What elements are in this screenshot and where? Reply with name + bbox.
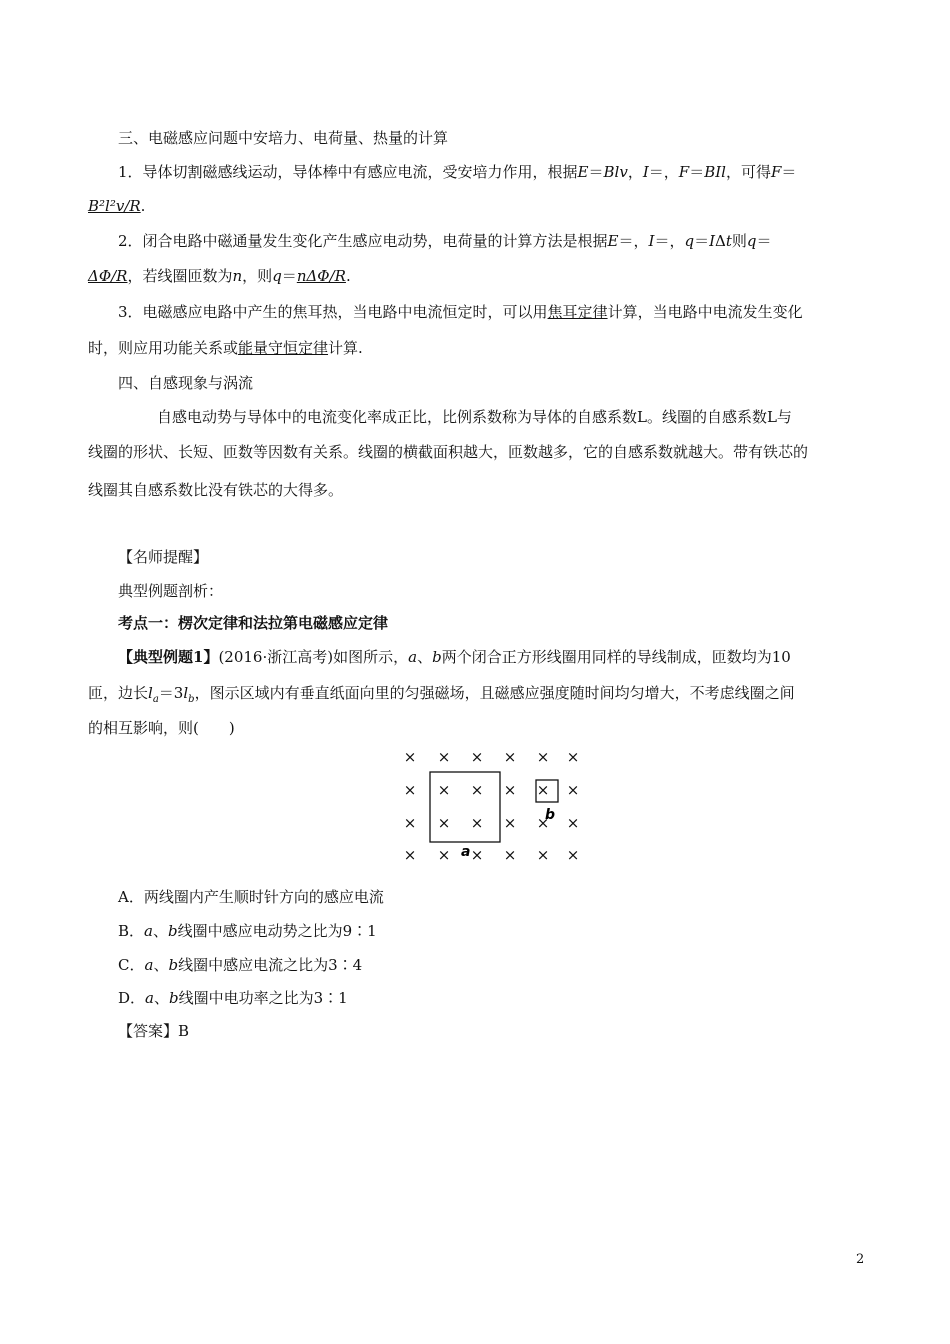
formula-ampere-force: B²l²v/R [88, 197, 141, 215]
teacher-tip-header: 【名师提醒】 [118, 548, 209, 566]
answer-label: 【答案】 [118, 1022, 179, 1040]
field-cross-3-3: × [503, 846, 517, 864]
formula-charge: ΔΦ/R [88, 267, 128, 285]
field-cross-2-4: × [536, 814, 550, 832]
field-cross-1-3: × [503, 781, 517, 799]
paragraph-4-line-2: 线圈的形状、长短、匝数等因数有关系。线圈的横截面积越大，匝数越多，它的自感系数就越大。带有铁芯的 [88, 443, 809, 461]
paragraph-3-line-1: 3．电磁感应电路中产生的焦耳热，当电路中电流恒定时，可以用焦耳定律计算，当电路中电流发生变化 [118, 303, 803, 321]
magnetic-field-figure [395, 745, 595, 870]
paragraph-4-line-1: 自感电动势与导体中的电流变化率成正比，比例系数称为导体的自感系数L。线圈的自感系数L与 [157, 408, 792, 426]
answer [118, 1021, 189, 1041]
field-cross-2-5: × [566, 814, 580, 832]
field-cross-3-5: × [566, 846, 580, 864]
option-a: A．两线圈内产生顺时针方向的感应电流 [118, 888, 384, 906]
field-cross-1-1: × [437, 781, 451, 799]
paragraph-1-line-2: B²l²v/R. [88, 197, 146, 215]
section-4-title: 四、自感现象与涡流 [118, 374, 254, 392]
field-cross-3-1: × [437, 846, 451, 864]
field-cross-0-1: × [437, 748, 451, 766]
energy-conservation-law: 能量守恒定律 [238, 339, 329, 357]
formula-charge-n: nΔΦ/R [296, 267, 346, 285]
field-cross-2-1: × [437, 814, 451, 832]
coil-a-label: a [461, 844, 471, 860]
paragraph-1-line-1: 1．导体切割磁感线运动，导体棒中有感应电流，受安培力作用，根据E＝Blv，I＝，F＝BIl，可得F＝ [118, 163, 797, 181]
field-cross-3-0: × [403, 846, 417, 864]
field-cross-0-4: × [536, 748, 550, 766]
field-cross-1-0: × [403, 781, 417, 799]
example-tag: 【典型例题1】 [118, 648, 219, 666]
key-point-1-title: 考点一：楞次定律和法拉第电磁感应定律 [118, 614, 389, 632]
field-cross-0-5: × [566, 748, 580, 766]
field-cross-2-2: × [470, 814, 484, 832]
field-cross-0-3: × [503, 748, 517, 766]
paragraph-2-line-1: 2．闭合电路中磁通量发生变化产生感应电动势，电荷量的计算方法是根据E＝，I＝，q＝IΔt则q＝ [118, 232, 772, 250]
field-cross-0-0: × [403, 748, 417, 766]
field-cross-1-4: × [536, 781, 550, 799]
field-cross-2-3: × [503, 814, 517, 832]
option-c: C．a、b线圈中感应电流之比为3∶4 [118, 956, 363, 974]
paragraph-4-line-3: 线圈其自感系数比没有铁芯的大得多。 [88, 481, 344, 499]
paragraph-2-line-2: ΔΦ/R，若线圈匝数为n，则q＝nΔΦ/R. [88, 267, 351, 285]
typical-analysis-label: 典型例题剖析： [118, 582, 224, 600]
field-cross-3-4: × [536, 846, 550, 864]
field-cross-1-5: × [566, 781, 580, 799]
joule-law: 焦耳定律 [547, 303, 608, 321]
section-3-title: 三、电磁感应问题中安培力、电荷量、热量的计算 [118, 129, 449, 147]
field-cross-1-2: × [470, 781, 484, 799]
field-cross-3-2: × [470, 846, 484, 864]
example-line-1: 【典型例题1】(2016·浙江高考)如图所示，a、b两个闭合正方形线圈用同样的导线制成，匝数均为10 [118, 648, 791, 666]
field-cross-2-0: × [403, 814, 417, 832]
option-d: D．a、b线圈中电功率之比为3∶1 [118, 989, 348, 1007]
paragraph-3-line-2: 时，则应用功能关系或能量守恒定律计算. [88, 339, 363, 357]
answer-value: B [178, 1022, 190, 1040]
field-cross-0-2: × [470, 748, 484, 766]
option-b: B．a、b线圈中感应电动势之比为9∶1 [118, 922, 377, 940]
example-line-3: 的相互影响，则( ) [88, 719, 235, 737]
example-line-2: 匝，边长$l_a=3l_b$，图示区域内有垂直纸面向里的匀强磁场，且磁感应强度随时间均匀增大，不考虑线圈之间 [88, 684, 795, 705]
page-number: 2 [856, 1252, 865, 1267]
coil-b-label: b [545, 807, 556, 823]
